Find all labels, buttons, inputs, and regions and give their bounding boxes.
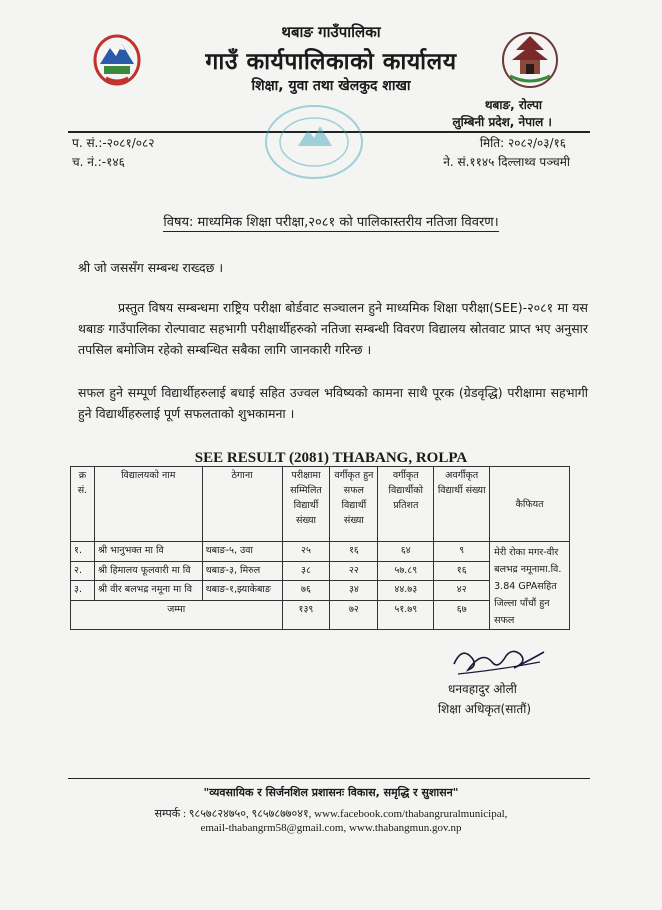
nepal-sambat-date: ने. सं.११४५ दिल्लाथ्व पञ्चमी [443, 155, 570, 169]
address-line-1: थबाङ, रोल्पा [484, 98, 542, 112]
cell-school: श्री हिमालय फूलवारी मा वि [94, 561, 202, 581]
cell-sn: ३. [71, 581, 95, 601]
office-name: गाउँ कार्यपालिकाको कार्यालय [205, 49, 457, 75]
cell-passed: १६ [330, 542, 378, 562]
header-sn: क्र सं. [71, 467, 95, 542]
footer-contact: सम्पर्क : ९८५७८२४७५०, ९८५७८७७०४१, www.facebook.com/thabangruralmunicipal, [154, 808, 508, 820]
cell-total-appeared: १३९ [282, 601, 330, 630]
header-address: ठेगाना [202, 467, 282, 542]
cell-percent: ४४.७३ [378, 581, 434, 601]
municipality-name: थबाङ गाउँपालिका [281, 23, 381, 41]
cell-address: थबाङ-३, मिरुल [202, 561, 282, 581]
table-header-row [71, 467, 570, 542]
cell-percent: ६४ [378, 542, 434, 562]
footer-divider [68, 778, 590, 779]
cell-passed: ३४ [330, 581, 378, 601]
header-percent: वर्गीकृत विद्यार्थीको प्रतिशत [378, 467, 434, 542]
footer-slogan: "व्यवसायिक र सिर्जनशिल प्रशासनः विकास, समृद्धि र सुशासन" [203, 786, 459, 799]
cell-school: श्री भानुभक्त मा वि [94, 542, 202, 562]
cell-total-failed: ६७ [434, 601, 490, 630]
office-stamp-icon [262, 102, 366, 182]
cell-percent: ५७.८९ [378, 561, 434, 581]
dispatch-number: च. नं.:-१४६ [72, 155, 125, 169]
header-failed: अवर्गीकृत विद्यार्थी संख्या [434, 467, 490, 542]
cell-school: श्री वीर बलभद्र नमूना मा वि [94, 581, 202, 601]
salutation: श्री जो जससँग सम्बन्ध राख्दछ । [78, 260, 224, 275]
date: मिति: २०८२/०३/१६ [479, 136, 566, 150]
cell-total-passed: ७२ [330, 601, 378, 630]
signatory-name: धनवहादुर ओली [448, 682, 517, 696]
table-title: SEE RESULT (2081) THABANG, ROLPA [194, 450, 468, 466]
table-row [71, 542, 570, 562]
cell-failed: ४२ [434, 581, 490, 601]
signatory-title: शिक्षा अधिकृत(सातौं) [438, 702, 532, 716]
cell-address: थबाङ-५, उवा [202, 542, 282, 562]
cell-remark: मेरी रोका मगर-वीर बलभद्र नमूनामा.वि. 3.84 GPAसहित जिल्ला पाँचौं हुन सफल [490, 542, 570, 630]
address-line-2: लुम्बिनी प्रदेश, नेपाल । [452, 115, 552, 129]
cell-failed: ९ [434, 542, 490, 562]
cell-appeared: २५ [282, 542, 330, 562]
body-paragraph-2: सफल हुने सम्पूर्ण विद्यार्थीहरुलाई बधाई सहित उज्वल भविष्यको कामना साथै पूरक (ग्रेडवृद्धि) परीक्षामा सहभागी हुने विद्यार्थीहरुलाई पूर्ण सफलताको शुभकामना । [78, 385, 588, 421]
cell-address: थबाङ-१,झ्याकेबाङ [202, 581, 282, 601]
cell-appeared: ७६ [282, 581, 330, 601]
footer-email: email-thabangrm58@gmail.com, www.thabangmun.gov.np [200, 822, 462, 834]
cell-total-percent: ५१.७९ [378, 601, 434, 630]
subject-line: विषय: माध्यमिक शिक्षा परीक्षा,२०८१ को पालिकास्तरीय नतिजा विवरण। [163, 215, 499, 230]
cell-appeared: ३८ [282, 561, 330, 581]
cell-sn: २. [71, 561, 95, 581]
cell-failed: १६ [434, 561, 490, 581]
result-table [70, 466, 570, 630]
signature-icon [448, 640, 548, 682]
header-passed: वर्गीकृत हुन सफल विद्यार्थी संख्या [330, 467, 378, 542]
cell-sn: १. [71, 542, 95, 562]
body-paragraph-1: प्रस्तुत विषय सम्बन्धमा राष्ट्रिय परीक्षा बोर्डवाट सञ्चालन हुने माध्यमिक शिक्षा परीक्षा(SEE)-२०८१ मा यस थबाङ गाउँपालिका रोल्पावाट सहभागी परीक्षार्थीहरुको नतिजा सम्बन्धी विवरण विद्यालय स्रोतवाट प्राप्त भए अनुसार तपसिल बमोजिम रहेको सम्बन्धित सबैका लागि जानकारी गरिन्छ । [78, 300, 588, 357]
section-name: शिक्षा, युवा तथा खेलकुद शाखा [251, 78, 411, 94]
cell-passed: २२ [330, 561, 378, 581]
reference-number: प. सं.:-२०८१/०८२ [72, 136, 155, 150]
cell-total-label: जम्मा [71, 601, 283, 630]
header-school: विद्यालयको नाम [94, 467, 202, 542]
header-appeared: परीक्षामा सम्मिलित विद्यार्थी संख्या [282, 467, 330, 542]
header-remark: कैफियत [490, 467, 570, 542]
